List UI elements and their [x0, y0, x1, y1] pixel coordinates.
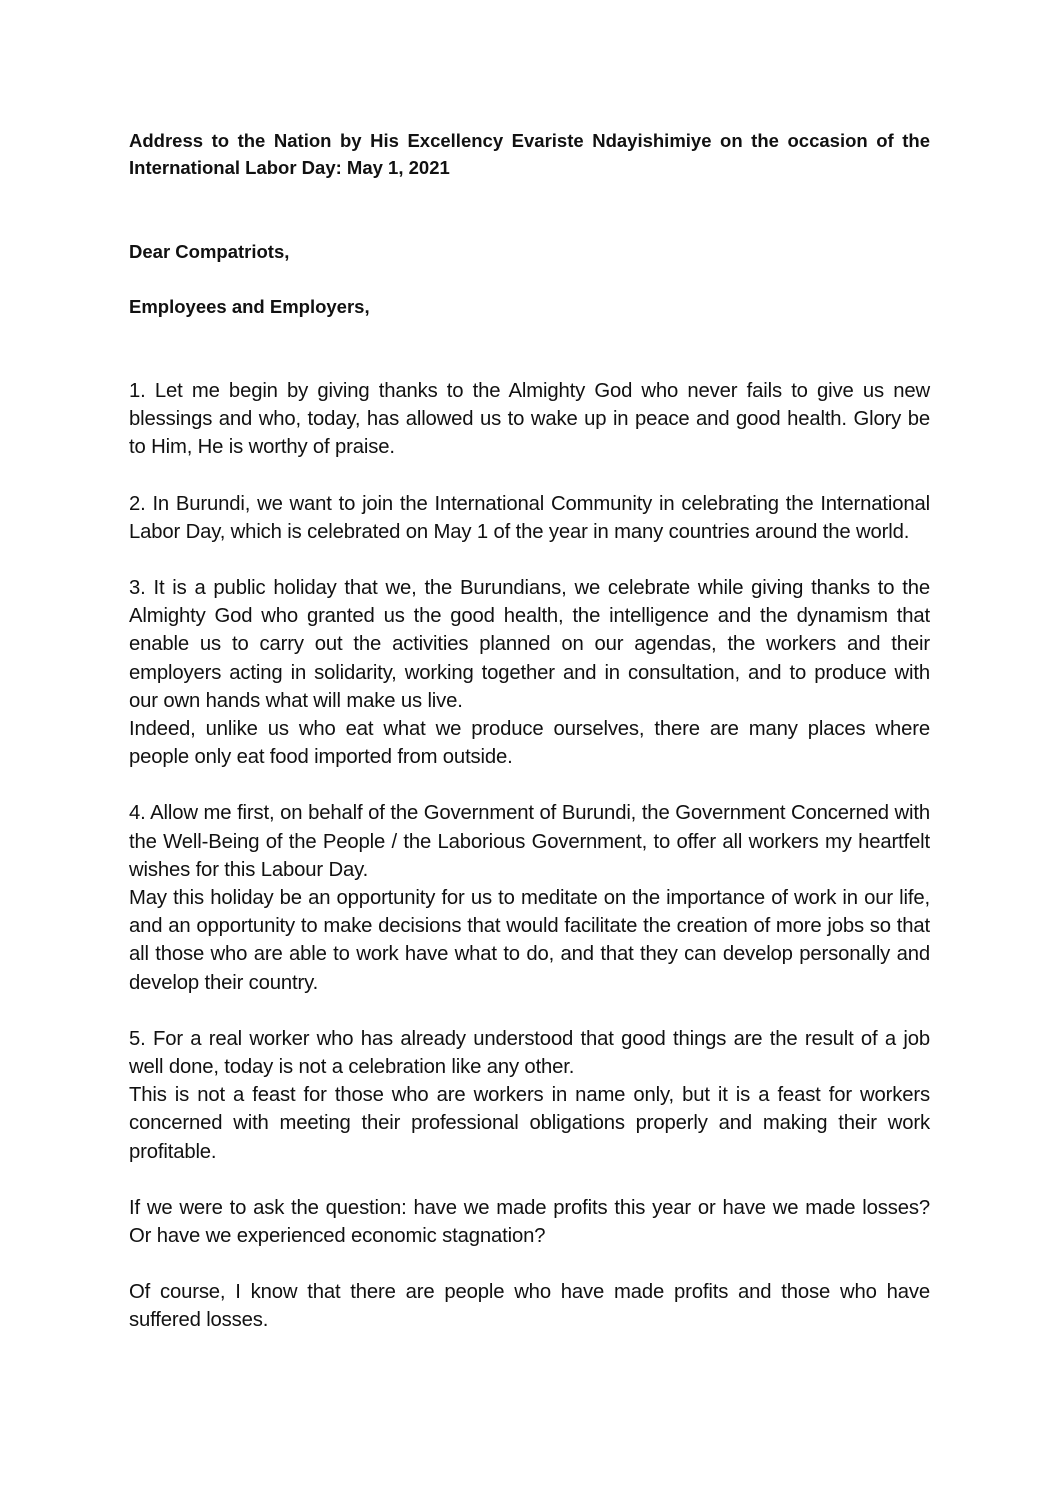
paragraph-4-text: 4. Allow me first, on behalf of the Government of Burundi, the Government Concerned with the Well-Being of the People / the Laborious Government, to offer all workers my heartfelt wishes for this Labour Day. [129, 802, 930, 881]
paragraph-1 [129, 377, 930, 462]
paragraph-3-text: 3. It is a public holiday that we, the Burundians, we celebrate while giving thanks to the Almighty God who granted us the good health, the intelligence and the dynamism that enable us to carry out the activities planned on our agendas, the workers and their employers acting in solidarity, working together and in consultation, and to produce with our own hands what will make us live. [129, 577, 930, 712]
paragraph-5-continuation: This is not a feast for those who are workers in name only, but it is a feast for workers concerned with meeting their professional obligations properly and making their work profitable. [129, 1084, 930, 1163]
paragraph-5 [129, 1025, 930, 1166]
paragraph-profits-losses [129, 1278, 930, 1334]
paragraph-2-text: 2. In Burundi, we want to join the International Community in celebrating the International Labor Day, which is celebrated on May 1 of the year in many countries around the world. [129, 492, 930, 543]
paragraph-question [129, 1194, 930, 1250]
paragraph-4-continuation: May this holiday be an opportunity for us to meditate on the importance of work in our life, and an opportunity to make decisions that would facilitate the creation of more jobs so that all those who are able to work have what to do, and that they can develop personally and develop their country. [129, 887, 930, 994]
paragraph-question-text: If we were to ask the question: have we made profits this year or have we made losses? Or have we experienced economic stagnation? [129, 1196, 930, 1248]
paragraph-1-text: 1. Let me begin by giving thanks to the Almighty God who never fails to give us new blessings and who, today, has allowed us to wake up in peace and good health. Glory be to Him, He is worthy of praise. [129, 380, 930, 459]
salutation-compatriots: Dear Compatriots, [129, 241, 290, 262]
paragraph-4 [129, 799, 930, 996]
paragraph-3 [129, 574, 930, 771]
paragraph-profits-losses-text: Of course, I know that there are people who have made profits and those who have suffered losses. [129, 1281, 930, 1332]
paragraph-3-continuation: Indeed, unlike us who eat what we produce ourselves, there are many places where people only eat food imported from outside. [129, 718, 930, 769]
salutation-employees: Employees and Employers, [129, 296, 370, 317]
document-title: Address to the Nation by His Excellency Evariste Ndayishimiye on the occasion of the International Labor Day: May 1, 2021 [129, 130, 930, 178]
document-body [129, 127, 930, 1335]
paragraph-2 [129, 490, 930, 546]
paragraph-5-text: 5. For a real worker who has already understood that good things are the result of a job well done, today is not a celebration like any other. [129, 1027, 930, 1079]
